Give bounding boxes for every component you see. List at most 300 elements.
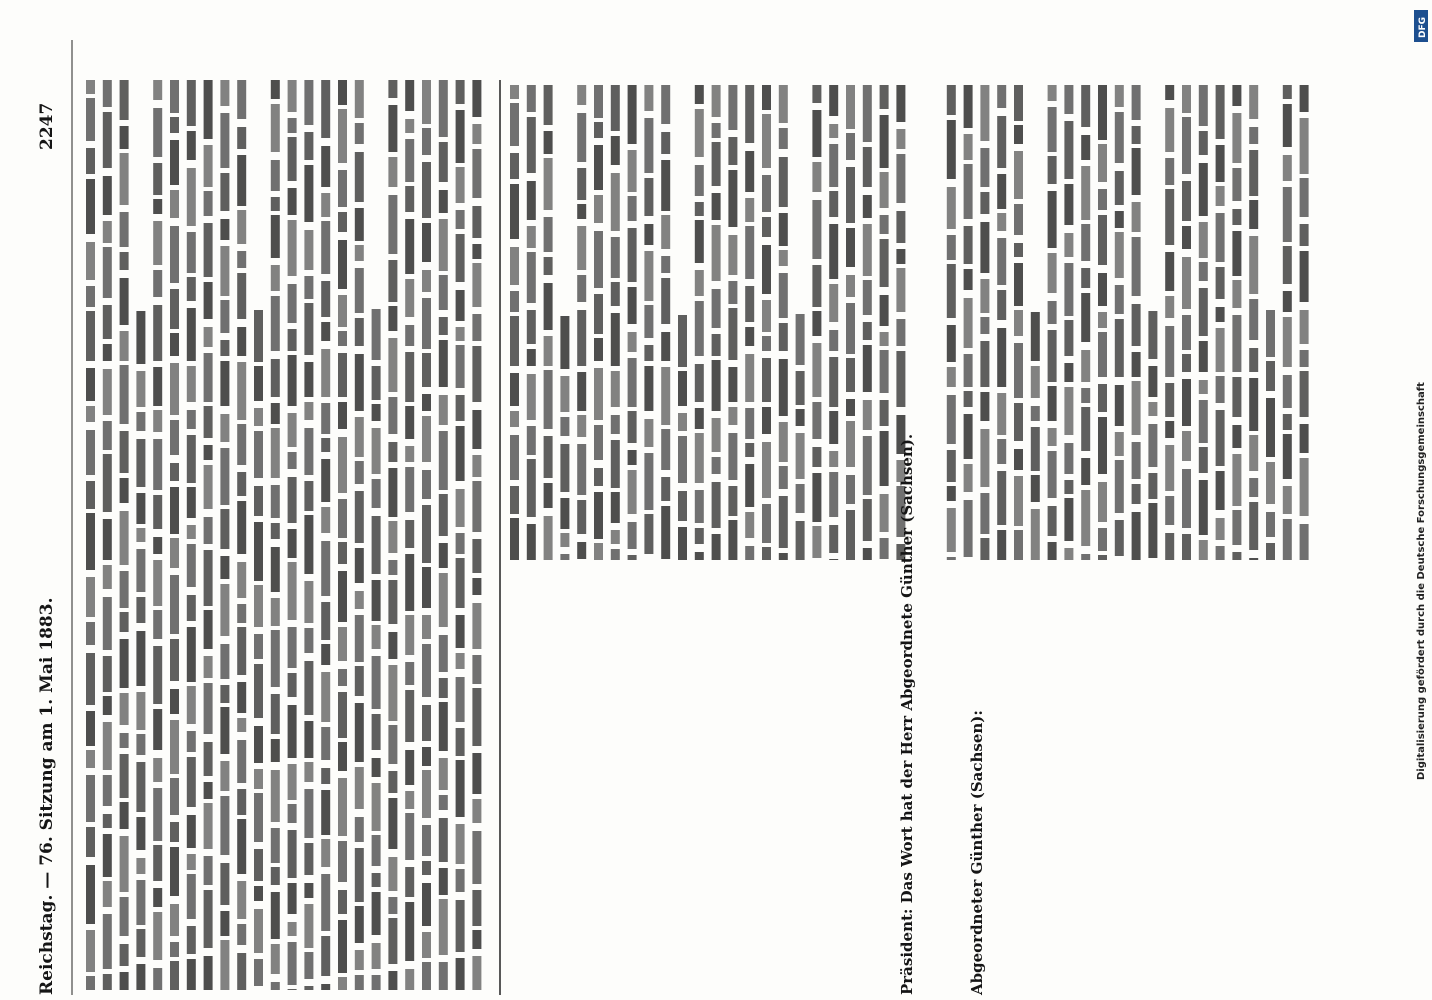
text-line-fragment <box>103 454 112 512</box>
text-line-fragment <box>136 858 145 874</box>
text-line-fragment <box>678 491 687 521</box>
text-line-fragment <box>405 902 414 961</box>
text-line-fragment <box>388 798 397 849</box>
text-line-fragment <box>422 747 431 766</box>
text-line-fragment <box>136 734 145 755</box>
text-line-fragment <box>863 400 872 430</box>
text-line-fragment <box>288 188 297 215</box>
text-line-fragment <box>170 538 179 568</box>
text-line-fragment <box>288 477 297 523</box>
text-line-fragment <box>863 85 872 142</box>
text-line-fragment <box>678 413 687 431</box>
text-line-fragment <box>661 160 670 211</box>
text-line-fragment <box>594 85 603 118</box>
text-line-fragment <box>153 912 162 960</box>
text-line-fragment <box>1199 341 1208 372</box>
text-line-fragment <box>120 431 129 473</box>
text-line-fragment <box>472 206 481 238</box>
text-line-fragment <box>1064 263 1073 316</box>
text-line-fragment <box>338 170 347 207</box>
text-line-fragment <box>527 310 536 344</box>
text-line-fragment <box>271 982 280 990</box>
text-line-fragment <box>1249 378 1258 431</box>
text-line-fragment <box>880 85 889 109</box>
text-line-fragment <box>796 484 805 513</box>
text-line-fragment <box>321 790 330 835</box>
text-line-fragment <box>1115 432 1124 456</box>
text-line-fragment <box>288 922 297 936</box>
text-line-fragment <box>712 142 721 186</box>
text-line-fragment <box>271 215 280 258</box>
text-line-fragment <box>187 686 196 724</box>
text-line-fragment <box>254 959 263 986</box>
text-line-fragment <box>304 481 313 511</box>
text-line-fragment <box>779 273 788 318</box>
text-line-fragment <box>594 195 603 223</box>
text-line-fragment <box>136 493 145 524</box>
text-line-fragment <box>321 349 330 397</box>
text-line-fragment <box>560 417 569 436</box>
text-line-fragment <box>456 210 465 229</box>
text-line-fragment <box>611 85 620 131</box>
text-line-fragment <box>1283 519 1292 560</box>
text-line-fragment <box>829 124 838 138</box>
text-line-fragment <box>728 367 737 402</box>
text-line-fragment <box>728 407 737 425</box>
text-line-fragment <box>304 165 313 222</box>
text-line-fragment <box>1216 307 1225 322</box>
text-line-fragment <box>422 128 431 155</box>
text-line-fragment <box>472 956 481 990</box>
text-line-fragment <box>153 788 162 841</box>
text-line-fragment <box>728 308 737 360</box>
text-line-fragment <box>388 560 397 575</box>
text-line-fragment <box>1031 475 1040 502</box>
text-line-fragment <box>220 685 229 703</box>
text-line-fragment <box>695 490 704 523</box>
text-line-fragment <box>644 118 653 173</box>
text-line-fragment <box>136 692 145 730</box>
text-line-fragment <box>439 573 448 627</box>
text-line-fragment <box>405 279 414 317</box>
text-line-fragment <box>1283 246 1292 284</box>
text-line-fragment <box>947 450 956 482</box>
text-line-fragment <box>1199 400 1208 443</box>
text-line-fragment <box>560 316 569 369</box>
text-line-fragment <box>1115 520 1124 556</box>
text-line-fragment <box>762 547 771 560</box>
text-line-fragment <box>422 567 431 608</box>
text-line-fragment <box>964 85 973 128</box>
text-line-fragment <box>980 392 989 421</box>
text-line-fragment <box>103 597 112 650</box>
text-line-fragment <box>1148 503 1157 558</box>
text-line-fragment <box>254 408 263 426</box>
text-line-fragment <box>456 345 465 388</box>
text-line-fragment <box>472 753 481 794</box>
text-line-fragment <box>1232 377 1241 417</box>
text-line-fragment <box>762 442 771 498</box>
text-line-fragment <box>321 403 330 434</box>
text-line-fragment <box>1064 480 1073 494</box>
text-line-fragment <box>577 226 586 270</box>
text-line-fragment <box>338 109 347 163</box>
text-line-fragment <box>439 190 448 213</box>
text-line-fragment <box>510 373 519 406</box>
text-line-fragment <box>338 437 347 493</box>
text-line-fragment <box>136 817 145 850</box>
text-line-fragment <box>762 85 771 110</box>
text-line-fragment <box>372 714 381 750</box>
text-line-fragment <box>136 964 145 990</box>
text-line-fragment <box>712 123 721 138</box>
text-line-fragment <box>1283 85 1292 99</box>
text-line-fragment <box>472 930 481 949</box>
text-line-fragment <box>779 157 788 207</box>
text-line-fragment <box>388 580 397 624</box>
text-line-fragment <box>288 355 297 406</box>
text-line-fragment <box>405 467 414 512</box>
text-line-fragment <box>1249 236 1258 294</box>
text-line-fragment <box>136 929 145 957</box>
text-line-fragment <box>254 793 263 842</box>
text-line-fragment <box>271 547 280 592</box>
text-line-fragment <box>997 471 1006 525</box>
text-line-fragment <box>812 265 821 307</box>
text-line-fragment <box>120 802 129 829</box>
text-line-fragment <box>355 461 364 484</box>
text-line-fragment <box>812 311 821 336</box>
text-line-fragment <box>1199 480 1208 535</box>
text-line-fragment <box>153 367 162 406</box>
text-line-fragment <box>271 104 280 152</box>
text-line-fragment <box>372 975 381 990</box>
text-line-fragment <box>237 924 246 945</box>
text-line-fragment <box>405 520 414 548</box>
text-line-fragment <box>86 179 95 234</box>
text-line-fragment <box>120 126 129 149</box>
text-line-fragment <box>220 707 229 754</box>
text-line-fragment <box>728 170 737 227</box>
text-line-fragment <box>812 162 821 192</box>
text-line-fragment <box>304 986 313 990</box>
text-line-fragment <box>456 80 465 104</box>
text-line-fragment <box>422 705 431 741</box>
text-line-fragment <box>544 436 553 478</box>
text-line-fragment <box>695 552 704 560</box>
text-line-fragment <box>1182 469 1191 528</box>
text-line-fragment <box>1148 473 1157 499</box>
text-line-fragment <box>388 521 397 553</box>
text-line-fragment <box>388 397 397 434</box>
text-line-fragment <box>439 818 448 862</box>
text-line-fragment <box>712 289 721 328</box>
text-line-fragment <box>388 632 397 659</box>
text-line-fragment <box>577 168 586 200</box>
text-line-fragment <box>829 224 838 279</box>
text-line-fragment <box>321 936 330 976</box>
text-line-fragment <box>880 350 889 393</box>
text-line-fragment <box>1165 85 1174 100</box>
text-line-fragment <box>628 196 637 221</box>
text-line-fragment <box>1199 288 1208 336</box>
text-line-fragment <box>237 327 246 356</box>
text-line-fragment <box>980 192 989 214</box>
text-line-fragment <box>560 533 569 547</box>
text-line-fragment <box>254 849 263 881</box>
text-line-fragment <box>1199 540 1208 560</box>
text-line-fragment <box>86 653 95 705</box>
text-line-fragment <box>1300 350 1309 367</box>
text-line-fragment <box>762 245 771 294</box>
text-line-fragment <box>527 349 536 366</box>
text-line-fragment <box>237 740 246 783</box>
text-line-fragment <box>472 314 481 341</box>
text-line-fragment <box>472 149 481 198</box>
text-line-fragment <box>1232 85 1241 106</box>
text-line-fragment <box>1300 371 1309 417</box>
dfg-logo-text: DFG <box>1418 16 1428 38</box>
text-line-fragment <box>594 368 603 420</box>
text-line-fragment <box>472 539 481 573</box>
text-line-fragment <box>1132 484 1141 504</box>
text-line-fragment <box>388 771 397 793</box>
text-line-fragment <box>594 122 603 138</box>
text-line-fragment <box>86 481 95 509</box>
text-line-fragment <box>288 80 297 112</box>
text-line-fragment <box>338 692 347 738</box>
text-line-fragment <box>1098 273 1107 306</box>
text-line-fragment <box>1283 375 1292 408</box>
text-line-fragment <box>846 358 855 392</box>
text-line-fragment <box>1249 299 1258 340</box>
text-line-fragment <box>388 260 397 302</box>
text-line-fragment <box>103 914 112 969</box>
text-line-fragment <box>372 892 381 935</box>
text-line-fragment <box>422 615 431 639</box>
text-line-fragment <box>405 750 414 785</box>
text-line-fragment <box>304 230 313 270</box>
text-line-fragment <box>120 733 129 748</box>
text-line-fragment <box>594 468 603 486</box>
text-line-fragment <box>544 158 553 210</box>
text-line-fragment <box>896 249 905 264</box>
text-line-fragment <box>1064 548 1073 560</box>
text-line-fragment <box>237 562 246 598</box>
text-line-fragment <box>254 664 263 718</box>
text-line-fragment <box>355 975 364 990</box>
text-line-fragment <box>170 575 179 634</box>
text-line-fragment <box>678 315 687 367</box>
text-line-fragment <box>712 334 721 356</box>
text-line-fragment <box>321 459 330 502</box>
text-line-fragment <box>439 678 448 698</box>
text-line-fragment <box>405 119 414 133</box>
text-line-fragment <box>355 848 364 902</box>
text-line-fragment <box>1081 407 1090 451</box>
text-line-fragment <box>136 528 145 542</box>
text-line-fragment <box>594 294 603 334</box>
text-line-fragment <box>829 411 838 444</box>
text-line-fragment <box>338 627 347 661</box>
text-line-fragment <box>964 269 973 290</box>
text-line-fragment <box>728 235 737 275</box>
text-line-fragment <box>271 428 280 478</box>
text-line-fragment <box>745 354 754 402</box>
text-line-fragment <box>964 391 973 407</box>
text-line-fragment <box>187 959 196 990</box>
text-line-fragment <box>779 466 788 489</box>
text-line-fragment <box>880 431 889 486</box>
text-line-fragment <box>187 277 196 301</box>
text-line-fragment <box>510 316 519 366</box>
text-line-fragment <box>1249 85 1258 119</box>
text-line-fragment <box>271 739 280 762</box>
text-line-fragment <box>964 164 973 219</box>
text-line-fragment <box>1064 184 1073 225</box>
text-line-fragment <box>372 625 381 649</box>
text-line-fragment <box>1064 363 1073 382</box>
text-line-fragment <box>980 429 989 487</box>
text-line-fragment <box>829 330 838 351</box>
text-line-fragment <box>338 212 347 232</box>
text-line-fragment <box>439 758 448 790</box>
text-line-fragment <box>456 395 465 421</box>
text-line-fragment <box>439 962 448 990</box>
text-line-fragment <box>964 298 973 348</box>
text-line-fragment <box>271 296 280 351</box>
text-line-fragment <box>1031 312 1040 361</box>
text-line-fragment <box>304 904 313 948</box>
text-line-fragment <box>1081 388 1090 403</box>
text-line-fragment <box>456 869 465 892</box>
text-line-fragment <box>1216 85 1225 139</box>
text-line-fragment <box>422 270 431 292</box>
text-line-fragment <box>439 317 448 335</box>
text-line-fragment <box>1064 121 1073 179</box>
text-line-fragment <box>1148 402 1157 416</box>
text-line-fragment <box>170 226 179 283</box>
text-line-fragment <box>997 393 1006 435</box>
text-line-fragment <box>544 370 553 429</box>
text-line-fragment <box>577 444 586 495</box>
text-line-fragment <box>1165 296 1174 318</box>
text-line-fragment <box>472 263 481 307</box>
text-line-fragment <box>1165 445 1174 491</box>
text-line-fragment <box>170 778 179 815</box>
text-line-fragment <box>422 298 431 349</box>
text-line-fragment <box>288 673 297 697</box>
text-line-fragment <box>86 406 95 422</box>
text-line-fragment <box>964 464 973 492</box>
text-line-fragment <box>695 165 704 196</box>
text-line-fragment <box>220 644 229 679</box>
text-line-fragment <box>644 419 653 447</box>
text-line-fragment <box>187 757 196 807</box>
text-line-fragment <box>1232 425 1241 448</box>
text-line-fragment <box>1165 496 1174 525</box>
text-line-fragment <box>1182 85 1191 113</box>
text-line-fragment <box>204 782 213 799</box>
text-line-fragment <box>103 565 112 589</box>
text-line-fragment <box>170 639 179 681</box>
text-line-fragment <box>204 890 213 948</box>
text-line-fragment <box>1098 482 1107 522</box>
text-line-fragment <box>271 598 280 626</box>
text-line-fragment <box>594 145 603 190</box>
text-line-fragment <box>997 530 1006 560</box>
text-line-fragment <box>1300 85 1309 112</box>
text-line-fragment <box>1300 224 1309 246</box>
text-line-fragment <box>187 80 196 126</box>
text-line-fragment <box>220 448 229 505</box>
text-line-fragment <box>456 110 465 163</box>
text-line-fragment <box>812 200 821 259</box>
text-line-fragment <box>472 80 481 117</box>
text-line-fragment <box>1165 421 1174 438</box>
text-line-fragment <box>947 264 956 318</box>
text-line-fragment <box>170 961 179 990</box>
text-line-fragment <box>964 414 973 459</box>
text-line-fragment <box>1048 506 1057 536</box>
text-line-fragment <box>896 268 905 312</box>
text-line-fragment <box>355 703 364 762</box>
text-line-fragment <box>644 251 653 301</box>
text-line-fragment <box>472 578 481 595</box>
text-line-fragment <box>1098 332 1107 377</box>
text-line-fragment <box>304 883 313 898</box>
text-line-fragment <box>712 85 721 117</box>
text-line-fragment <box>422 505 431 563</box>
text-line-fragment <box>1182 226 1191 249</box>
text-line-fragment <box>779 553 788 560</box>
text-line-fragment <box>1098 144 1107 182</box>
text-line-fragment <box>695 301 704 356</box>
text-line-fragment <box>321 146 330 187</box>
text-line-fragment <box>510 85 519 99</box>
text-line-fragment <box>472 603 481 649</box>
text-line-fragment <box>1115 285 1124 314</box>
text-line-fragment <box>1266 398 1275 457</box>
text-line-fragment <box>338 890 347 914</box>
text-line-fragment <box>304 402 313 420</box>
text-line-fragment <box>220 509 229 549</box>
text-line-fragment <box>372 783 381 831</box>
text-line-fragment <box>628 411 637 443</box>
text-line-fragment <box>338 920 347 973</box>
text-line-fragment <box>153 305 162 361</box>
text-line-fragment <box>1115 211 1124 228</box>
text-line-fragment <box>1098 312 1107 328</box>
text-line-fragment <box>153 610 162 639</box>
text-line-fragment <box>527 524 536 560</box>
text-line-fragment <box>1182 117 1191 174</box>
text-line-fragment <box>439 142 448 182</box>
text-line-fragment <box>1014 343 1023 398</box>
text-line-fragment <box>254 634 263 659</box>
text-line-fragment <box>372 580 381 621</box>
text-line-fragment <box>456 728 465 756</box>
text-line-fragment <box>1115 319 1124 377</box>
text-line-fragment <box>1199 380 1208 394</box>
text-line-fragment <box>271 867 280 885</box>
text-line-fragment <box>1048 428 1057 446</box>
text-line-fragment <box>120 478 129 503</box>
text-line-fragment <box>712 193 721 220</box>
text-line-fragment <box>1014 530 1023 560</box>
text-line-fragment <box>86 98 95 141</box>
text-line-fragment <box>405 219 414 274</box>
